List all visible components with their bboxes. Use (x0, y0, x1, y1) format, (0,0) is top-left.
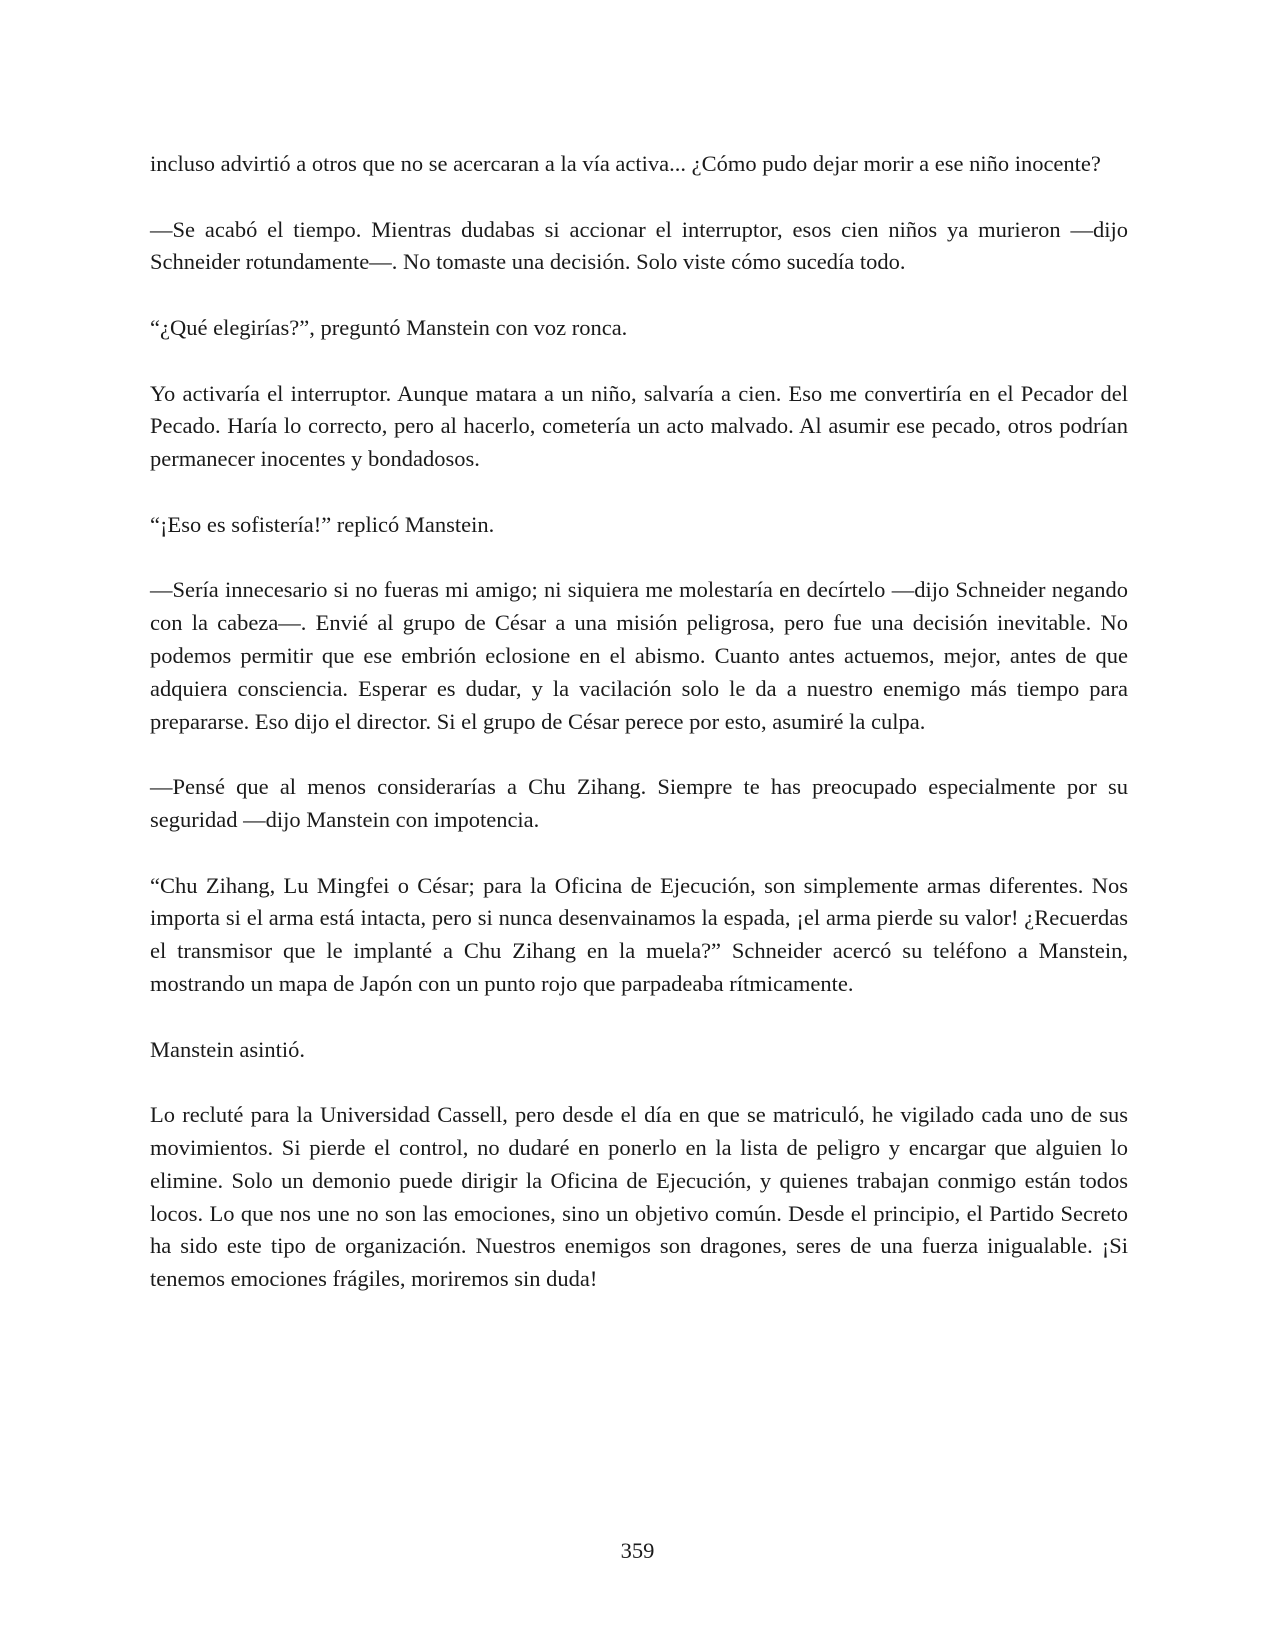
paragraph: Manstein asintió. (150, 1036, 305, 1062)
paragraph: —Sería innecesario si no fueras mi amigo; ni siquiera me molestaría en decírtelo —dijo Schneider negando con la cabeza—. Envié al grupo de César a una misión peligrosa, pero fue una decisión inevitable. No podemos permitir que ese embrión eclosione en el abismo. Cuanto antes actuemos, mejor, antes de que adquiera consciencia. Esperar es dudar, y la vacilación solo le da a nuestro enemigo más tiempo para prepararse. Eso dijo el director. Si el grupo de César perece por esto, asumiré la culpa. (150, 577, 1128, 734)
paragraph: Lo recluté para la Universidad Cassell, pero desde el día en que se matriculó, he vigilado cada uno de sus movimientos. Si pierde el control, no dudaré en ponerlo en la lista de peligro y encargar que alguien lo elimine. Solo un demonio puede dirigir la Oficina de Ejecución, y quienes trabajan conmigo están todos locos. Lo que nos une no son las emociones, sino un objetivo común. Desde el principio, el Partido Secreto ha sido este tipo de organización. Nuestros enemigos son dragones, seres de una fuerza inigualable. ¡Si tenemos emociones frágiles, moriremos sin duda! (150, 1102, 1128, 1292)
paragraph: “Chu Zihang, Lu Mingfei o César; para la Oficina de Ejecución, son simplemente armas diferentes. Nos importa si el arma está intacta, pero si nunca desenvainamos la espada, ¡el arma pierde su valor! ¿Recuerdas el transmisor que le implanté a Chu Zihang en la muela?” Schneider acercó su teléfono a Manstein, mostrando un mapa de Japón con un punto rojo que parpadeaba rítmicamente. (150, 872, 1128, 996)
paragraph: incluso advirtió a otros que no se acercaran a la vía activa... ¿Cómo pudo dejar morir a ese niño inocente? (150, 151, 1101, 176)
paragraph: Yo activaría el interruptor. Aunque matara a un niño, salvaría a cien. Eso me convertiría en el Pecador del Pecado. Haría lo correcto, pero al hacerlo, cometería un acto malvado. Al asumir ese pecado, otros podrían permanecer inocentes y bondadosos. (150, 380, 1128, 472)
paragraph: —Pensé que al menos considerarías a Chu Zihang. Siempre te has preocupado especialmente por su seguridad —dijo Manstein con impotencia. (150, 774, 1128, 832)
page-number: 359 (620, 1538, 655, 1563)
paragraph: “¿Qué elegirías?”, preguntó Manstein con voz ronca. (150, 314, 628, 340)
paragraph: “¡Eso es sofistería!” replicó Manstein. (150, 511, 495, 537)
paragraph: —Se acabó el tiempo. Mientras dudabas si accionar el interruptor, esos cien niños ya murieron —dijo Schneider rotundamente—. No tomaste una decisión. Solo viste cómo sucedía todo. (150, 216, 1128, 275)
body-text (150, 148, 1128, 1296)
